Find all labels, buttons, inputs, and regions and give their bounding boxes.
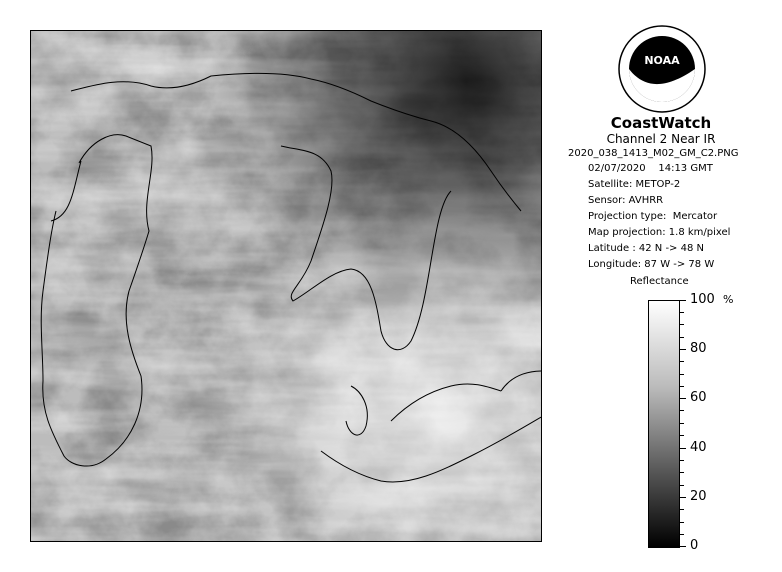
colorbar: [648, 300, 680, 548]
noaa-logo: [617, 24, 707, 114]
product-title: CoastWatch: [610, 114, 712, 132]
colorbar-label-20: 20: [690, 489, 707, 504]
colorbar-minor-tick: [680, 509, 684, 510]
channel-name: Channel 2 Near IR: [606, 132, 716, 146]
colorbar-minor-tick: [680, 361, 684, 362]
colorbar-minor-tick: [680, 423, 684, 424]
map-projection: Map projection: 1.8 km/pixel: [588, 227, 731, 238]
colorbar-minor-tick: [680, 460, 684, 461]
satellite-image[interactable]: [30, 30, 542, 542]
colorbar-tick-80: [680, 349, 686, 350]
colorbar-label-40: 40: [690, 440, 707, 455]
colorbar-tick-60: [680, 398, 686, 399]
datetime: 02/07/2020 14:13 GMT: [588, 163, 713, 174]
colorbar-label-80: 80: [690, 341, 707, 356]
colorbar-tick-40: [680, 448, 686, 449]
colorbar-tick-0: [680, 546, 686, 547]
colorbar-unit: %: [723, 293, 734, 306]
colorbar-label-0: 0: [690, 538, 699, 553]
projection-type: Projection type: Mercator: [588, 211, 718, 222]
colorbar-minor-tick: [680, 324, 684, 325]
sensor: Sensor: AVHRR: [588, 195, 664, 206]
satellite: Satellite: METOP-2: [588, 179, 681, 190]
colorbar-minor-tick: [680, 472, 684, 473]
colorbar-minor-tick: [680, 374, 684, 375]
colorbar-minor-tick: [680, 312, 684, 313]
colorbar-minor-tick: [680, 386, 684, 387]
colorbar-label-100: 100: [690, 292, 715, 307]
latitude-range: Latitude : 42 N -> 48 N: [588, 243, 704, 254]
colorbar-tick-100: [680, 300, 686, 301]
colorbar-tick-20: [680, 497, 686, 498]
colorbar-minor-tick: [680, 522, 684, 523]
bright-region: [31, 31, 542, 542]
colorbar-minor-tick: [680, 435, 684, 436]
longitude-range: Longitude: 87 W -> 78 W: [588, 259, 715, 270]
colorbar-minor-tick: [680, 485, 684, 486]
filename: 2020_038_1413_M02_GM_C2.PNG: [568, 148, 739, 159]
colorbar-title: Reflectance: [630, 276, 689, 287]
satellite-imagery-svg: [31, 31, 542, 542]
colorbar-label-60: 60: [690, 390, 707, 405]
colorbar-minor-tick: [680, 337, 684, 338]
colorbar-minor-tick: [680, 534, 684, 535]
logo-agency-text: NOAA: [644, 54, 680, 67]
colorbar-minor-tick: [680, 410, 684, 411]
